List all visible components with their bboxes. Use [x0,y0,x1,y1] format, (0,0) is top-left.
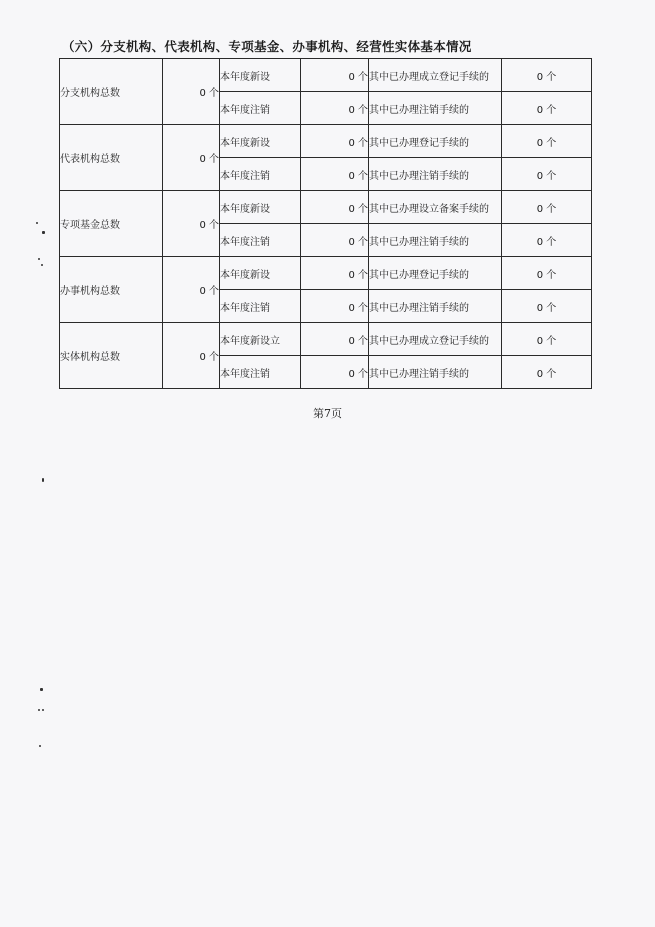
new-desc-count: 0 个 [502,191,592,224]
category-label: 专项基金总数 [60,191,163,257]
table-row [60,125,592,158]
table-row [60,59,592,92]
new-count: 0 个 [301,59,369,92]
new-label: 本年度新设 [220,59,301,92]
category-label: 代表机构总数 [60,125,163,191]
page-number: 第7页 [313,407,342,420]
new-desc: 其中已办理登记手续的 [369,257,502,290]
category-label: 分支机构总数 [60,59,163,125]
cancel-desc: 其中已办理注销手续的 [369,92,502,125]
scan-speck [39,745,41,747]
new-desc-count: 0 个 [502,125,592,158]
new-desc-count: 0 个 [502,257,592,290]
table-row [60,257,592,290]
cancel-count: 0 个 [301,92,369,125]
new-desc-count: 0 个 [502,323,592,356]
scan-speck [36,222,38,224]
new-desc: 其中已办理成立登记手续的 [369,323,502,356]
scan-speck [42,231,45,234]
new-count: 0 个 [301,125,369,158]
new-count: 0 个 [301,191,369,224]
cancel-desc: 其中已办理注销手续的 [369,158,502,191]
total-count: 0 个 [163,125,220,191]
cancel-desc-count: 0 个 [502,224,592,257]
cancel-label: 本年度注销 [220,356,301,389]
section-title: （六）分支机构、代表机构、专项基金、办事机构、经营性实体基本情况 [62,39,472,54]
new-label: 本年度新设 [220,191,301,224]
total-count: 0 个 [163,257,220,323]
new-label: 本年度新设 [220,257,301,290]
scan-speck [38,258,40,260]
new-desc: 其中已办理成立登记手续的 [369,59,502,92]
cancel-desc: 其中已办理注销手续的 [369,356,502,389]
cancel-desc-count: 0 个 [502,158,592,191]
table-row [60,191,592,224]
cancel-count: 0 个 [301,290,369,323]
cancel-label: 本年度注销 [220,290,301,323]
cancel-desc: 其中已办理注销手续的 [369,224,502,257]
total-count: 0 个 [163,191,220,257]
cancel-count: 0 个 [301,224,369,257]
institutions-table [59,58,592,389]
cancel-label: 本年度注销 [220,224,301,257]
total-count: 0 个 [163,59,220,125]
cancel-desc-count: 0 个 [502,290,592,323]
cancel-desc-count: 0 个 [502,92,592,125]
new-desc: 其中已办理设立备案手续的 [369,191,502,224]
new-desc: 其中已办理登记手续的 [369,125,502,158]
category-label: 实体机构总数 [60,323,163,389]
new-count: 0 个 [301,323,369,356]
scan-speck [42,709,44,711]
category-label: 办事机构总数 [60,257,163,323]
scan-speck [40,688,43,691]
cancel-label: 本年度注销 [220,158,301,191]
new-count: 0 个 [301,257,369,290]
new-label: 本年度新设立 [220,323,301,356]
scan-speck [42,478,44,482]
cancel-count: 0 个 [301,158,369,191]
cancel-label: 本年度注销 [220,92,301,125]
new-label: 本年度新设 [220,125,301,158]
cancel-count: 0 个 [301,356,369,389]
scan-speck [41,264,43,266]
new-desc-count: 0 个 [502,59,592,92]
cancel-desc: 其中已办理注销手续的 [369,290,502,323]
table-row [60,323,592,356]
total-count: 0 个 [163,323,220,389]
cancel-desc-count: 0 个 [502,356,592,389]
scan-speck [38,709,40,711]
